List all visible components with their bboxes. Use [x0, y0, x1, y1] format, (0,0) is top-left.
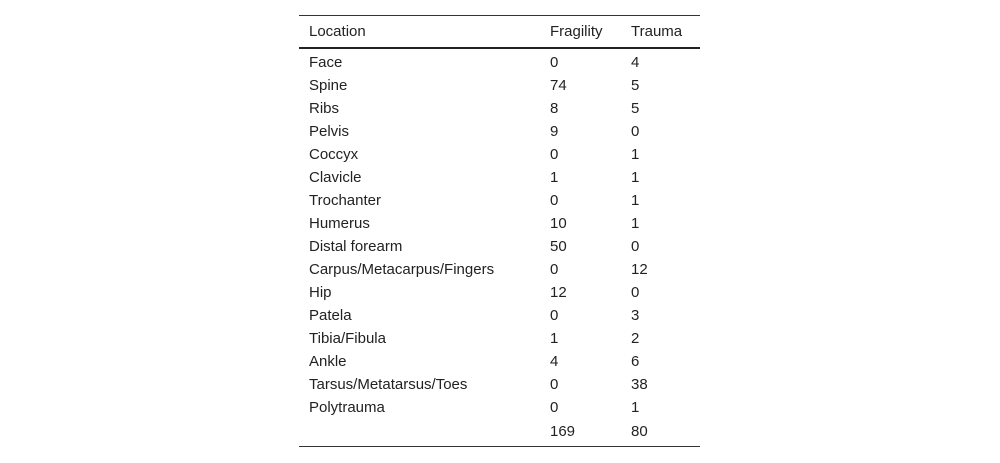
table-row [299, 74, 700, 97]
fracture-location-table-container [299, 15, 700, 447]
cell-location: Polytrauma [309, 399, 385, 416]
cell-location: Distal forearm [309, 238, 403, 255]
cell-fragility: 74 [550, 77, 567, 94]
totals-row [299, 419, 700, 447]
table-row [299, 396, 700, 419]
cell-fragility: 1 [550, 169, 559, 186]
cell-trauma: 1 [631, 399, 640, 416]
cell-fragility: 0 [550, 307, 559, 324]
table-body [299, 48, 700, 447]
cell-fragility: 0 [550, 192, 559, 209]
cell-location: Ankle [309, 353, 347, 370]
cell-fragility: 0 [550, 399, 559, 416]
cell-fragility: 10 [550, 215, 567, 232]
cell-location: Patela [309, 307, 352, 324]
cell-trauma: 1 [631, 146, 640, 163]
cell-trauma: 2 [631, 330, 640, 347]
table-row [299, 212, 700, 235]
table-row [299, 97, 700, 120]
cell-fragility: 0 [550, 54, 559, 71]
header-row [299, 16, 700, 49]
table-row [299, 48, 700, 74]
cell-trauma: 0 [631, 238, 640, 255]
cell-location: Spine [309, 77, 348, 94]
cell-location: Coccyx [309, 146, 359, 163]
cell-fragility: 12 [550, 284, 567, 301]
table-row [299, 281, 700, 304]
table-row [299, 166, 700, 189]
cell-location: Ribs [309, 100, 340, 117]
cell-trauma: 0 [631, 284, 640, 301]
table-row [299, 189, 700, 212]
table-row [299, 235, 700, 258]
table-row [299, 304, 700, 327]
table-row [299, 350, 700, 373]
cell-trauma: 12 [631, 261, 648, 278]
table-header [299, 16, 700, 49]
header-trauma: Trauma [631, 23, 683, 40]
fracture-location-table [299, 15, 700, 447]
cell-fragility: 4 [550, 353, 559, 370]
table-row [299, 258, 700, 281]
cell-trauma: 0 [631, 123, 640, 140]
cell-location: Clavicle [309, 169, 362, 186]
header-fragility: Fragility [550, 23, 603, 40]
cell-location: Face [309, 54, 343, 71]
cell-trauma: 1 [631, 192, 640, 209]
cell-trauma: 4 [631, 54, 640, 71]
table-row [299, 327, 700, 350]
cell-location: Hip [309, 284, 332, 301]
cell-location: Tibia/Fibula [309, 330, 386, 347]
cell-trauma: 5 [631, 77, 640, 94]
table-row [299, 143, 700, 166]
cell-fragility: 9 [550, 123, 559, 140]
cell-location: Tarsus/Metatarsus/Toes [309, 376, 468, 393]
cell-location: Pelvis [309, 123, 350, 140]
cell-trauma: 1 [631, 169, 640, 186]
cell-trauma: 3 [631, 307, 640, 324]
cell-fragility: 1 [550, 330, 559, 347]
cell-location: Carpus/Metacarpus/Fingers [309, 261, 495, 278]
cell-fragility: 8 [550, 100, 559, 117]
cell-trauma: 1 [631, 215, 640, 232]
cell-fragility: 0 [550, 261, 559, 278]
totals-location [299, 419, 540, 447]
cell-location: Humerus [309, 215, 370, 232]
totals-fragility: 169 [550, 423, 576, 440]
totals-trauma: 80 [631, 423, 648, 440]
cell-fragility: 0 [550, 146, 559, 163]
cell-fragility: 50 [550, 238, 567, 255]
table-row [299, 373, 700, 396]
cell-location: Trochanter [309, 192, 381, 209]
cell-fragility: 0 [550, 376, 559, 393]
header-location: Location [309, 23, 366, 40]
cell-trauma: 6 [631, 353, 640, 370]
cell-trauma: 5 [631, 100, 640, 117]
table-row [299, 120, 700, 143]
cell-trauma: 38 [631, 376, 648, 393]
